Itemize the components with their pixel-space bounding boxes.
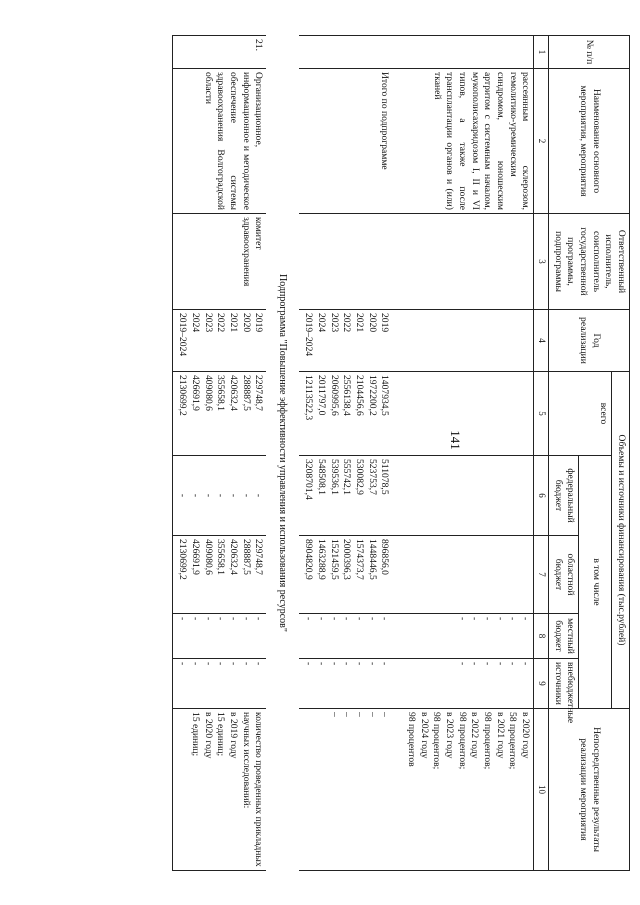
header-year: Год реализации (549, 310, 630, 372)
table-row-21 (173, 36, 266, 871)
col-index: 6 (534, 456, 549, 536)
col-index: 8 (534, 614, 549, 659)
financing-table (173, 35, 631, 871)
executor-cell: комитет здравоохранения (173, 214, 266, 310)
row-num: 21. (173, 36, 266, 69)
federal-cell: 511078,5 523753,7 530082,9 555742,1 539536,1 548508,1 3208701,4 (300, 456, 393, 536)
year-cell: 2019 2020 2021 2022 2023 2024 2019–2024 (300, 310, 393, 372)
header-local: местный бюджет (549, 614, 579, 659)
col-index: 4 (534, 310, 549, 372)
col-index: 9 (534, 659, 549, 709)
table-row-subtotal (300, 36, 393, 871)
table-row-continuation (402, 36, 533, 871)
section-heading-row (266, 36, 299, 871)
col-index: 3 (534, 214, 549, 310)
total-cell: 1407934,5 1972200,2 2104456,6 2556138,4 2060995,6 2011797,0 12113522,3 (300, 372, 393, 456)
header-extra: внебюджетные источники (549, 659, 579, 709)
regional-cell: 896856,0 1448446,5 1574373,7 2000396,3 1521459,5 1463288,9 8904820,9 (300, 536, 393, 614)
regional-cell (402, 536, 533, 614)
federal-cell: - - - - - - - (173, 456, 266, 536)
results-cell: в 2020 году 58 процентов; в 2021 году 98 процентов; в 2022 году 98 процентов; в 2023 году 98 процентов; в 2024 году 98 процентов (402, 709, 533, 871)
local-cell: - - - - - - (402, 614, 533, 659)
col-index: 7 (534, 536, 549, 614)
extra-cell: - - - - - - - (173, 659, 266, 709)
col-index: 10 (534, 709, 549, 871)
header-regional: областной бюджет (549, 536, 579, 614)
activity-name: Организационное, информационное и методическое обеспечение системы здравоохранения Волгоградской области (173, 69, 266, 214)
local-cell: - - - - - - - (300, 614, 393, 659)
rotated-table-page (60, 35, 630, 870)
extra-cell: - - - - - - - (300, 659, 393, 709)
year-cell: 2019 2020 2021 2022 2023 2024 2019–2024 (173, 310, 266, 372)
row-num (402, 36, 533, 69)
col-index: 1 (534, 36, 549, 69)
total-cell (402, 372, 533, 456)
header-total: всего (549, 372, 612, 456)
year-cell (402, 310, 533, 372)
extra-cell: - - - - - - (402, 659, 533, 709)
col-index: 2 (534, 69, 549, 214)
federal-cell (402, 456, 533, 536)
results-cell: количество проведенных прикладных научных исследований: в 2019 году 15 единиц; в 2020 году 15 единиц; (173, 709, 266, 871)
total-cell: 229748,7 288887,5 420632,4 355658,1 409080,6 426691,9 2130699,2 (173, 372, 266, 456)
header-funding-group: Объемы и источники финансирования (тыс.рублей) (612, 372, 630, 709)
local-cell: - - - - - - - (173, 614, 266, 659)
regional-cell: 229748,7 288887,5 420632,4 355658,1 409080,6 426691,9 2130699,2 (173, 536, 266, 614)
header-including: в том числе (579, 456, 612, 709)
header-results: Непосредственные результаты реализации мероприятия (549, 709, 630, 871)
subtotal-label: Итого по подпрограмме (300, 69, 393, 214)
header-num: № п/п (549, 36, 630, 69)
header-name: Наименование основного мероприятия, мероприятия (549, 69, 630, 214)
activity-name: рассеянным склерозом, гемолитико-уремическим синдромом, юношеским артритом с системным началом, мукополисахаридозом I, II и VI типов, а также после трансплантации органов и (или) тканей (402, 69, 533, 214)
col-index: 5 (534, 372, 549, 456)
subprogram-title: Подпрограмма "Повышение эффективности управления и использования ресурсов" (277, 274, 289, 632)
header-federal: федеральный бюджет (549, 456, 579, 536)
page-number: 141 (448, 430, 463, 450)
header-executor: Ответственный исполнитель, соисполнитель государственной программы, подпрограммы (549, 214, 630, 310)
executor-cell (402, 214, 533, 310)
results-cell: – – – – – (300, 709, 393, 871)
